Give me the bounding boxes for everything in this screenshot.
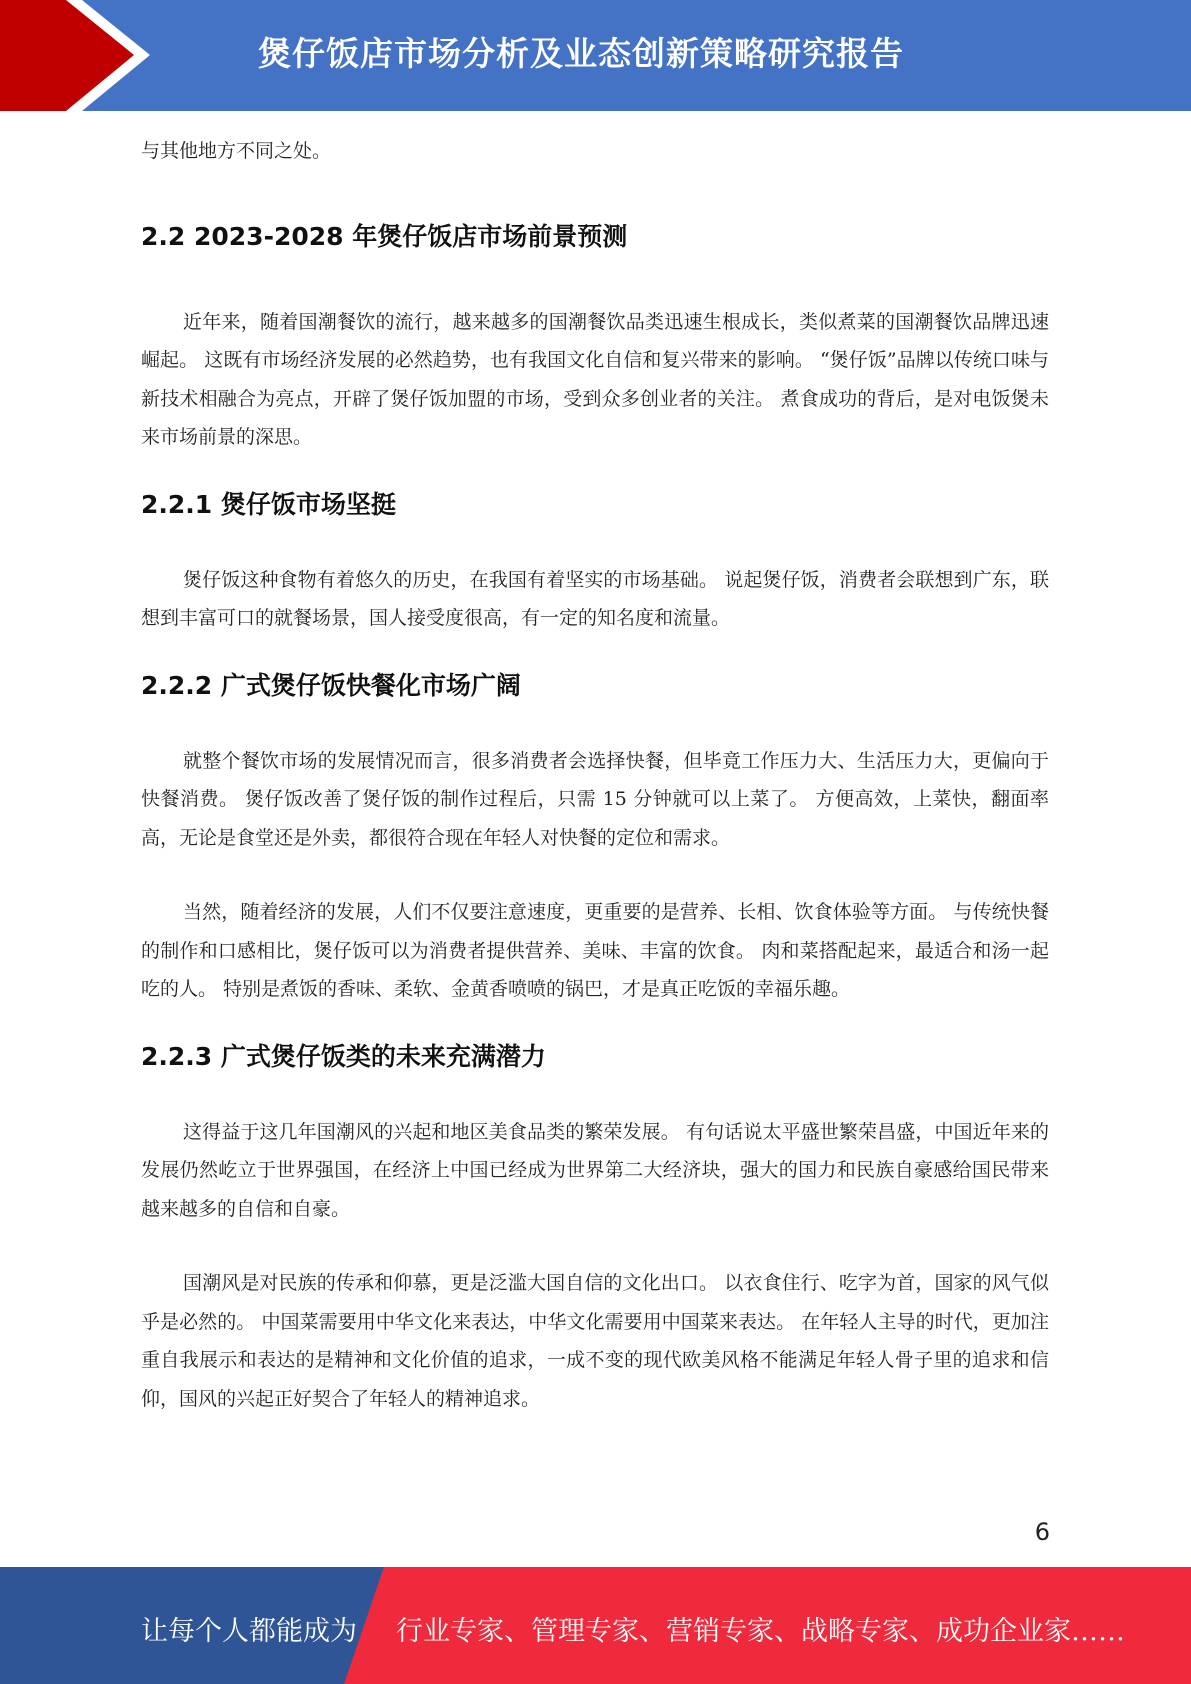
section-heading-2-2-2: 2.2.2 广式煲仔饭快餐化市场广阔: [141, 670, 521, 700]
document-body: [141, 132, 1049, 1418]
paragraph: 就整个餐饮市场的发展情况而言，很多消费者会选择快餐，但毕竟工作压力大、生活压力大，更偏向于快餐消费。 煲仔饭改善了煲仔饭的制作过程后，只需 15 分钟就可以上菜了。 方便高效，上菜快，翻面率高，无论是食堂还是外卖，都很符合现在年轻人对快餐的定位和需求。: [141, 749, 1049, 849]
report-title: 煲仔饭店市场分析及业态创新策略研究报告: [258, 34, 904, 73]
paragraph: 国潮风是对民族的传承和仰慕，更是泛滥大国自信的文化出口。 以衣食住行、吃字为首，国家的风气似乎是必然的。 中国菜需要用中华文化来表达，中华文化需要用中国菜来表达。 在年轻人主导的时代，更加注重自我展示和表达的是精神和文化价值的追求，一成不变的现代欧美风格不能满足年轻人骨子里的追求和信仰，国风的兴起正好契合了年轻人的精神追求。: [141, 1272, 1049, 1410]
paragraph: 这得益于这几年国潮风的兴起和地区美食品类的繁荣发展。 有句话说太平盛世繁荣昌盛，中国近年来的发展仍然屹立于世界强国，在经济上中国已经成为世界第二大经济块，强大的国力和民族自豪感给国民带来越来越多的自信和自豪。: [141, 1120, 1049, 1220]
header-red-arrow-decoration: [0, 0, 150, 111]
paragraph: 煲仔饭这种食物有着悠久的历史，在我国有着坚实的市场基础。 说起煲仔饭，消费者会联想到广东，联想到丰富可口的就餐场景，国人接受度很高，有一定的知名度和流量。: [141, 568, 1049, 629]
page-number: 6: [1034, 1518, 1050, 1546]
section-heading-2-2-3: 2.2.3 广式煲仔饭类的未来充满潜力: [141, 1041, 546, 1071]
paragraph: 近年来，随着国潮餐饮的流行，越来越多的国潮餐饮品类迅速生根成长，类似煮菜的国潮餐饮品牌迅速崛起。 这既有市场经济发展的必然趋势，也有我国文化自信和复兴带来的影响。 “煲仔饭”品牌以传统口味与新技术相融合为亮点，开辟了煲仔饭加盟的市场，受到众多创业者的关注。 煮食成功的背后，是对电饭煲未来市场前景的深思。: [141, 310, 1049, 448]
section-heading-2-2-1: 2.2.1 煲仔饭市场坚挺: [141, 489, 396, 519]
footer-slogan-left: 让每个人都能成为: [141, 1616, 357, 1647]
page-footer: [0, 1567, 1191, 1684]
paragraph-continuation: 与其他地方不同之处。: [141, 140, 332, 162]
paragraph: 当然，随着经济的发展，人们不仅要注意速度，更重要的是营养、长相、饮食体验等方面。 与传统快餐的制作和口感相比，煲仔饭可以为消费者提供营养、美味、丰富的饮食。 肉和菜搭配起来，最适合和汤一起吃的人。 特别是煮饭的香味、柔软、金黄香喷喷的锅巴，才是真正吃饭的幸福乐趣。: [141, 901, 1049, 1000]
page-header: [0, 0, 1191, 111]
footer-slogan-right: 行业专家、管理专家、营销专家、战略专家、成功企业家……: [396, 1616, 1125, 1647]
section-heading-2-2: 2.2 2023-2028 年煲仔饭店市场前景预测: [141, 221, 628, 251]
